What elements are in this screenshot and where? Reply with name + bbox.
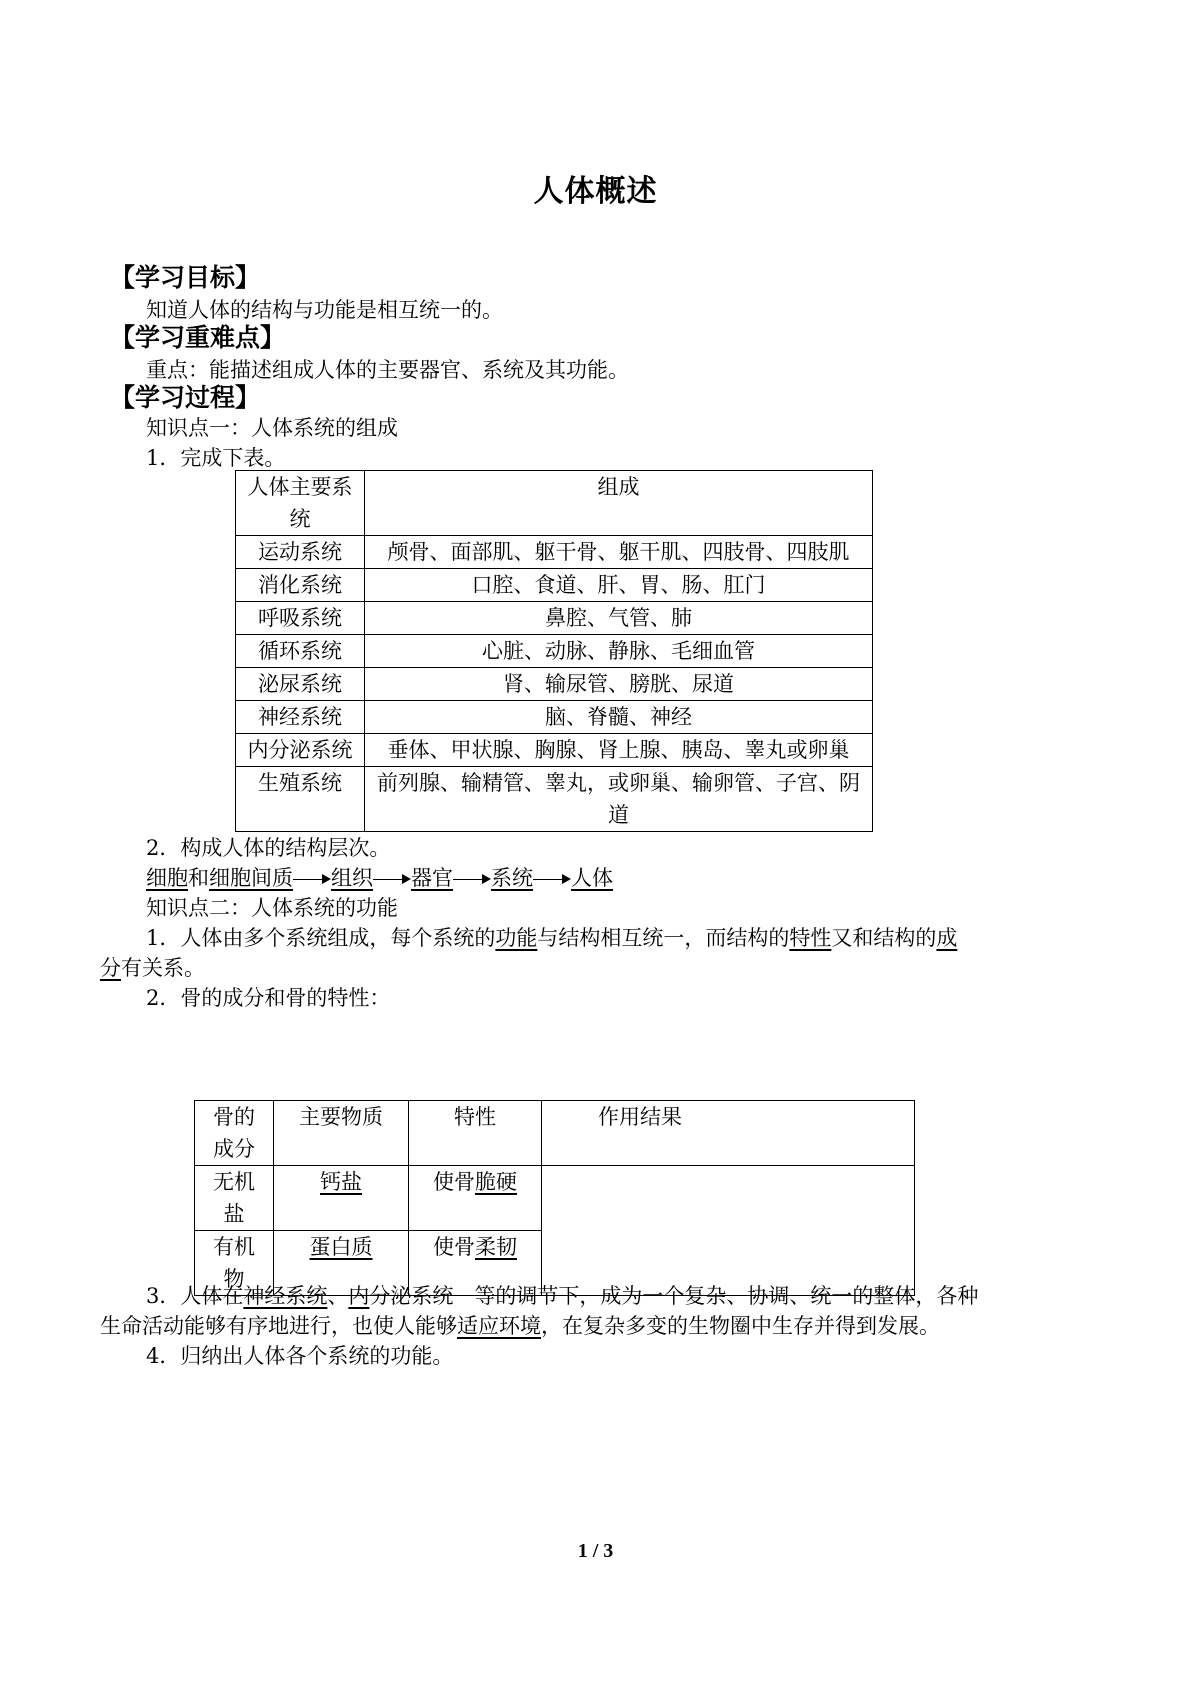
hierarchy-cell: 细胞 (146, 866, 188, 890)
table-row (236, 668, 873, 701)
system-name: 呼吸系统 (236, 602, 365, 635)
table-row (236, 635, 873, 668)
p3-text: 、 (327, 1284, 349, 1308)
arrow-right-icon (293, 870, 331, 890)
kp2-q2: 2．骨的成分和骨的特性： (146, 986, 391, 1010)
bone-substance: 蛋白质 (274, 1231, 409, 1296)
objectives-text: 知道人体的结构与功能是相互统一的。 (146, 298, 503, 322)
bone-property: 使骨柔韧 (409, 1231, 542, 1296)
kp2-p1-line1 (146, 922, 957, 954)
p1-answer-property: 特性 (789, 926, 832, 950)
p3-text: ，在复杂多变的生物圈中生存并得到发展。 (541, 1314, 940, 1338)
system-composition: 鼻腔、气管、肺 (365, 602, 873, 635)
p3-answer-endocrine: 内 (348, 1284, 370, 1308)
system-name: 神经系统 (236, 701, 365, 734)
p3-text: 3．人体在 (146, 1284, 244, 1308)
table-row (236, 569, 873, 602)
table-header-composition: 组成 (365, 471, 873, 536)
kp1-q1: 1．完成下表。 (146, 446, 286, 470)
bone-component: 有机物 (195, 1231, 274, 1296)
table-header-row (236, 471, 873, 536)
bone-result-blank (542, 1166, 915, 1296)
bone-header-property: 特性 (409, 1101, 542, 1166)
p3-text: 分泌系统 等的调节下，成为一个复杂、协调、统一的整体，各种 (369, 1284, 979, 1308)
arrow-right-icon (373, 870, 411, 890)
key-points-text: 重点：能描述组成人体的主要器官、系统及其功能。 (146, 358, 629, 382)
table-row (236, 767, 873, 832)
system-name: 运动系统 (236, 536, 365, 569)
system-composition: 脑、脊髓、神经 (365, 701, 873, 734)
page-number: 1 / 3 (577, 1540, 614, 1562)
p3-answer-adapt: 适应环境 (457, 1314, 541, 1338)
objectives-heading: 【学习目标】 (110, 263, 261, 292)
p1-text: 又和结构的 (831, 926, 937, 950)
hierarchy-body: 人体 (571, 866, 613, 890)
system-name: 生殖系统 (236, 767, 365, 832)
bone-table-header-row (195, 1101, 915, 1166)
hierarchy-intercellular: 细胞间质 (209, 866, 293, 890)
table-row (236, 536, 873, 569)
kp1-q2: 2．构成人体的结构层次。 (146, 836, 391, 860)
hierarchy-organ: 器官 (411, 866, 453, 890)
p1-text: 有关系。 (121, 956, 205, 980)
kp2-p1-line2 (100, 952, 205, 984)
system-composition: 口腔、食道、肝、胃、肠、肛门 (365, 569, 873, 602)
table-row (236, 602, 873, 635)
system-composition: 颅骨、面部肌、躯干骨、躯干肌、四肢骨、四肢肌 (365, 536, 873, 569)
bone-header-substance: 主要物质 (274, 1101, 409, 1166)
system-name: 泌尿系统 (236, 668, 365, 701)
arrow-right-icon (533, 870, 571, 890)
bone-header-component: 骨的成分 (195, 1101, 274, 1166)
kp1-title: 知识点一：人体系统的组成 (146, 416, 398, 440)
arrow-right-icon (453, 870, 491, 890)
hierarchy-tissue: 组织 (331, 866, 373, 890)
bone-component: 无机盐 (195, 1166, 274, 1231)
system-name: 循环系统 (236, 635, 365, 668)
system-name: 内分泌系统 (236, 734, 365, 767)
bone-table (194, 1100, 915, 1296)
system-composition: 心脏、动脉、静脉、毛细血管 (365, 635, 873, 668)
p1-answer-composition-a: 成 (936, 926, 958, 950)
process-heading: 【学习过程】 (110, 383, 261, 412)
table-header-system: 人体主要系统 (236, 471, 365, 536)
kp2-p3-line2 (100, 1310, 940, 1342)
bone-substance: 钙盐 (274, 1166, 409, 1231)
p1-answer-composition-b: 分 (100, 956, 121, 980)
key-points-heading: 【学习重难点】 (110, 323, 286, 352)
page-title: 人体概述 (533, 174, 658, 209)
kp2-p3-line1 (146, 1280, 978, 1312)
bone-header-result: 作用结果 (542, 1101, 915, 1166)
p3-text: 生命活动能够有序地进行，也使人能够 (100, 1314, 457, 1338)
system-composition: 肾、输尿管、膀胱、尿道 (365, 668, 873, 701)
table-row (236, 701, 873, 734)
kp2-title: 知识点二：人体系统的功能 (146, 896, 398, 920)
hierarchy-line (146, 862, 613, 894)
system-table (235, 470, 873, 832)
system-name: 消化系统 (236, 569, 365, 602)
p1-text: 与结构相互统一，而结构的 (537, 926, 790, 950)
p1-answer-function: 功能 (495, 926, 538, 950)
bone-table-row (195, 1166, 915, 1231)
hierarchy-and: 和 (188, 866, 209, 890)
table-row (236, 734, 873, 767)
kp2-q4: 4．归纳出人体各个系统的功能。 (146, 1344, 454, 1368)
p1-text: 1．人体由多个系统组成，每个系统的 (146, 926, 496, 950)
p3-answer-nervous: 神经系统 (243, 1284, 328, 1308)
system-composition: 垂体、甲状腺、胸腺、肾上腺、胰岛、睾丸或卵巢 (365, 734, 873, 767)
hierarchy-system: 系统 (491, 866, 533, 890)
bone-property: 使骨脆硬 (409, 1166, 542, 1231)
system-composition: 前列腺、输精管、睾丸，或卵巢、输卵管、子宫、阴道 (365, 767, 873, 832)
